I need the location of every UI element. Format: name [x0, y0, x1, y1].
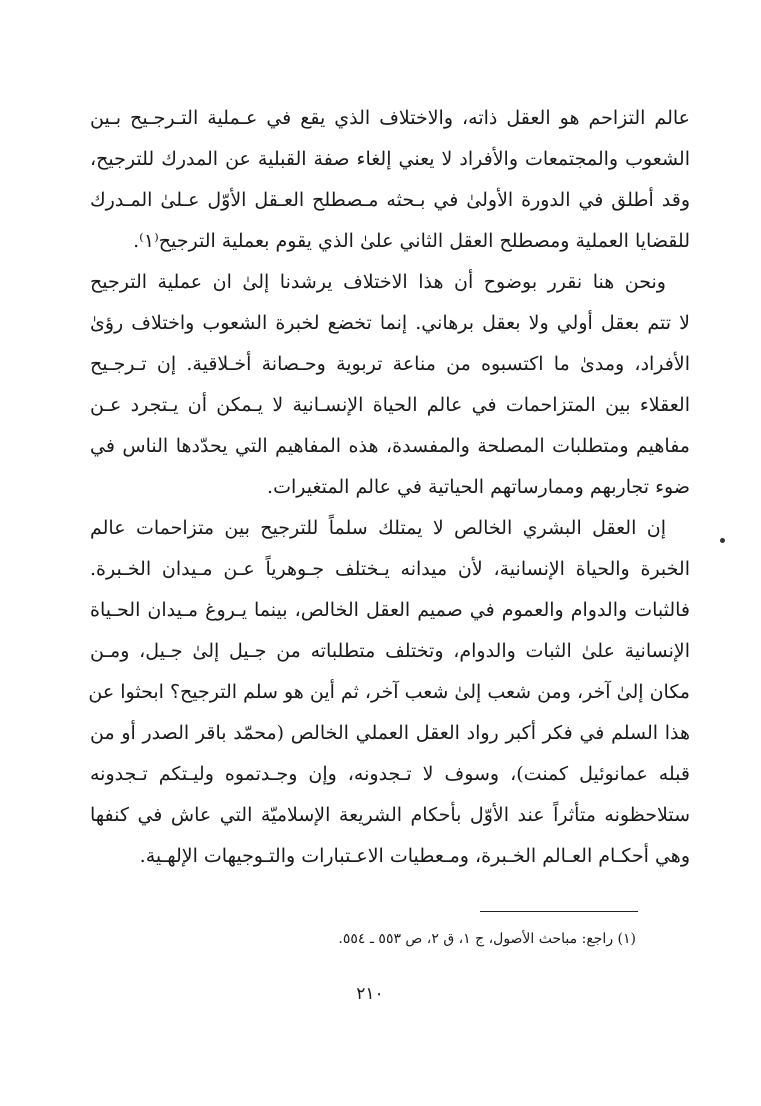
- paragraph-3-line-5: مكان إلىٰ آخر، ومن شعب إلىٰ شعب آخر، ثم أين هو سلم الترجيح؟ ابحثوا عن: [88, 681, 690, 703]
- paragraph-1-line-1: عالم التزاحم هو العقل ذاته، والاختلاف الذي يقع في عـملية التـرجـيح بـين: [90, 107, 690, 129]
- paragraph-3-line-8: ستلاحظونه متأثراً عند الأوّل بأحكام الشريعة الإسلاميّة التي عاش في كنفها: [90, 804, 690, 826]
- margin-dot: [720, 538, 725, 543]
- paragraph-3-line-6: هذا السلم في فكر أكبر رواد العقل العملي الخالص (محمّد باقر الصدر أو من: [90, 722, 690, 744]
- paragraph-1-line-3: وقد أطلق في الدورة الأولىٰ في بـحثه مـصطلح العـقل الأوّل عـلىٰ المـدرك: [90, 189, 690, 211]
- paragraph-3-line-1: إن العقل البشري الخالص لا يمتلك سلماً للترجيح بين متزاحمات عالم: [90, 517, 666, 539]
- paragraph-3-line-3: فالثبات والدوام والعموم في صميم العقل الخالص، بينما يـروغ مـيدان الحـياة: [90, 599, 690, 621]
- page-number: ٢١٠: [356, 984, 384, 1004]
- paragraph-1-line-2: الشعوب والمجتمعات والأفراد لا يعني إلغاء صفة القبلية عن المدرك للترجيح،: [90, 148, 690, 170]
- paragraph-2-line-1: ونحن هنا نقرر بوضوح أن هذا الاختلاف يرشدنا إلىٰ ان عملية الترجيح: [90, 271, 666, 293]
- paragraph-2-line-3: الأفراد، ومدىٰ ما اكتسبوه من مناعة تربوية وحـصانة أخـلاقية. إن تـرجـيح: [90, 353, 690, 375]
- footnote-separator: [480, 911, 638, 912]
- paragraph-3-line-9: وهي أحكـام العـالم الخـبرة، ومـعطيات الاعـتبارات والتـوجيهات الإلهـية.: [139, 845, 690, 867]
- paragraph-3-line-4: الإنسانية علىٰ الثبات والدوام، وتختلف متطلباته من جـيل إلىٰ جـيل، ومـن: [90, 640, 690, 662]
- paragraph-2-line-5: مفاهيم ومتطلبات المصلحة والمفسدة، هذه المفاهيم التي يحدّدها الناس في: [90, 435, 690, 457]
- body-text: [90, 98, 690, 877]
- paragraph-3-line-7: قبله عمانوئيل كمنت)، وسوف لا تـجدونه، وإن وجـدتموه وليـتكم تـجدونه: [90, 763, 690, 785]
- paragraph-1-line-4: للقضايا العملية ومصطلح العقل الثاني علىٰ الذي يقوم بعملية الترجيح⁽١⁾.: [133, 230, 690, 252]
- paragraph-2-line-6: ضوء تجاربهم وممارساتهم الحياتية في عالم المتغيرات.: [267, 476, 690, 498]
- paragraph-2-line-4: العقلاء بين المتزاحمات في عالم الحياة الإنسـانية لا يـمكن أن يـتجرد عـن: [90, 394, 690, 416]
- paragraph-3-line-2: الخبرة والحياة الإنسانية، لأن ميدانه يـختلف جـوهرياً عـن مـيدان الخـبرة.: [90, 558, 690, 580]
- footnote: (١) راجع: مباحث الأصول، ج ١، ق ٢، ص ٥٥٣ ـ ٥٥٤.: [338, 931, 636, 947]
- paragraph-2-line-2: لا تتم بعقل أولي ولا بعقل برهاني. إنما تخضع لخبرة الشعوب واختلاف رؤىٰ: [90, 312, 690, 334]
